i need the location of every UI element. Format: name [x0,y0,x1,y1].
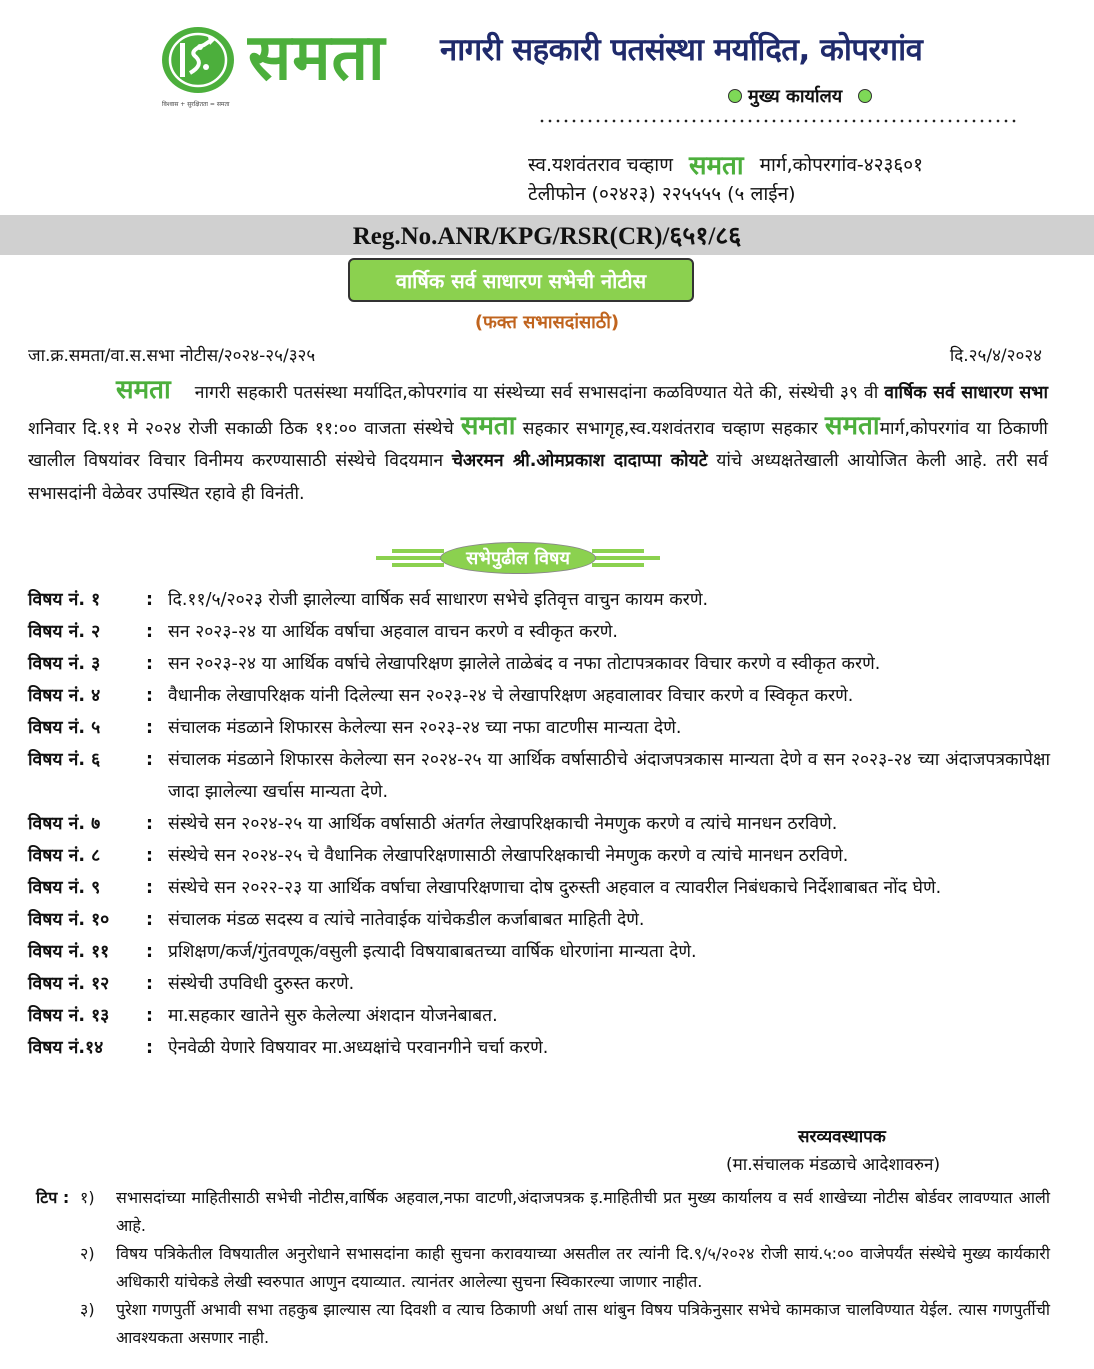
subject-label: विषय नं. ३ [28,654,101,674]
address-line [528,146,923,182]
subject-label: विषय नं. १ [28,590,101,610]
subject-item [28,680,1050,712]
dotted-divider [538,118,1020,124]
subject-text: संस्थेची उपविधी दुरुस्त करणे. [168,974,355,994]
logo-emblem-icon [160,25,236,95]
subject-label: विषय नं. ७ [28,814,101,834]
note-item [36,1296,1050,1352]
subject-label: विषय नं. १० [28,910,110,930]
subject-label: विषय नं. ५ [28,718,101,738]
subject-label: विषय नं. ११ [28,942,110,962]
notice-body [28,374,1048,510]
green-dot-icon [728,89,742,103]
subject-text: संस्थेचे सन २०२४-२५ या आर्थिक वर्षासाठी अंतर्गत लेखापरिक्षकाची नेमणुक करणे व त्यांचे मानधन ठरविणे. [168,814,838,834]
subject-colon: : [146,1038,153,1058]
subject-colon: : [146,686,153,706]
subject-colon: : [146,750,153,770]
subject-item [28,1000,1050,1032]
notice-date: दि.२५/४/२०२४ [949,346,1042,366]
subject-label: विषय नं. ६ [28,750,101,770]
subject-colon: : [146,590,153,610]
body-text-5: यांचे अध्यक्षतेखाली आयोजित केली आहे. तरी सर्व सभासदांनी वेळेवर उपस्थित रहावे ही विनंती. [28,451,1048,504]
note-number: ३) [80,1300,95,1319]
subject-text: संस्थेचे सन २०२४-२५ चे वैधानिक लेखापरिक्षणासाठी लेखापरिक्षकाची नेमणुक करणे व त्यांचे मानधन ठरविणे. [168,846,849,866]
subject-item [28,648,1050,680]
subject-colon: : [146,718,153,738]
subject-colon: : [146,1006,153,1026]
subject-item [28,936,1050,968]
subject-item [28,584,1050,616]
note-item [36,1184,1050,1240]
subject-item [28,616,1050,648]
subject-item [28,904,1050,936]
subject-item [28,872,1050,904]
subject-text: संचालक मंडळाने शिफारस केलेल्या सन २०२४-२५ या आर्थिक वर्षासाठीचे अंदाजपत्रकास मान्यता देणे व सन २०२३-२४ च्या अंदाजपत्रकापेक्षा जादा झालेल्या खर्चास मान्यता देणे. [168,750,1050,802]
note-text: सभासदांच्या माहितीसाठी सभेची नोटीस,वार्षिक अहवाल,नफा वाटणी,अंदाजपत्रक इ.माहितीची प्रत मुख्य कार्यालय व सर्व शाखेच्या नोटीस बोर्डवर लावण्यात आली आहे. [116,1188,1050,1235]
phone-line: टेलीफोन (०२४२३) २२५५५५ (५ लाईन) [528,183,796,205]
subject-label: विषय नं. १३ [28,1006,110,1026]
subject-item [28,1032,1050,1064]
address-brand: समता [688,151,744,181]
logo-emblem [160,25,236,95]
body-brand: समता [460,410,516,441]
subject-colon: : [146,974,153,994]
body-bold-meeting: वार्षिक सर्व साधारण सभा [884,383,1048,403]
organization-name: नागरी सहकारी पतसंस्था मर्यादित, कोपरगांव [440,32,923,68]
subject-label: विषय नं.१४ [28,1038,104,1058]
head-office-label [728,84,872,108]
registration-bar [0,215,1094,255]
notice-title-box [348,258,694,302]
subject-text: सन २०२३-२४ या आर्थिक वर्षाचे लेखापरिक्षण झालेले ताळेबंद व नफा तोटापत्रकावर विचार करणे व स्वीकृत करणे. [168,654,881,674]
subject-text: संस्थेचे सन २०२२-२३ या आर्थिक वर्षाचा लेखापरिक्षणाचा दोष दुरुस्ती अहवाल व त्यावरील निबंधकाचे निर्देशाबाबत नोंद घेणे. [168,878,942,898]
notes-section [36,1184,1050,1352]
subject-text: प्रशिक्षण/कर्ज/गुंतवणूक/वसुली इत्यादी विषयाबाबतच्या वार्षिक धोरणांना मान्यता देणे. [168,942,697,962]
body-text-1: नागरी सहकारी पतसंस्था मर्यादित,कोपरगांव या संस्थेच्या सर्व सभासदांना कळविण्यात येते की, संस्थेची ३९ वी [194,383,879,403]
subjects-heading-oval [440,542,596,574]
signatory-subtitle: (मा.संचालक मंडळाचे आदेशावरुन) [726,1155,941,1175]
address-suffix: मार्ग,कोपरगांव-४२३६०१ [759,154,924,176]
subject-label: विषय नं. २ [28,622,101,642]
reference-number: जा.क्र.समता/वा.स.सभा नोटीस/२०२४-२५/३२५ [28,346,316,366]
logo-wordmark: समता [248,20,386,95]
body-brand: समता [824,410,880,441]
subject-label: विषय नं. ९ [28,878,101,898]
green-dot-icon [858,89,872,103]
subject-text: संचालक मंडळाने शिफारस केलेल्या सन २०२३-२४ च्या नफा वाटणीस मान्यता देणे. [168,718,682,738]
body-text-3: सहकार सभागृह,स्व.यशवंतराव चव्हाण सहकार [522,418,818,439]
subject-item [28,744,1050,808]
note-number: २) [80,1244,95,1263]
subjects-heading: सभेपुढील विषय [466,548,570,569]
subject-colon: : [146,910,153,930]
note-number: १) [80,1188,95,1207]
body-text-2: शनिवार दि.११ मे २०२४ रोजी सकाळी ठिक ११:०० वाजता संस्थेचे [28,418,454,439]
subjects-heading-banner [368,542,668,574]
subject-colon: : [146,654,153,674]
subject-colon: : [146,942,153,962]
members-only-note: (फक्त सभासदांसाठी) [474,312,620,333]
subjects-list [28,584,1050,1064]
note-tag: टिप : [36,1188,70,1207]
body-brand: समता [116,375,171,405]
body-text-4: मार्ग,कोपरगांव या ठिकाणी खालील विषयांवर विचार विनीमय करण्यासाठी संस्थेचे विदयमान [28,418,1048,471]
subject-text: संचालक मंडळ सदस्य व त्यांचे नातेवाईक यांचेकडील कर्जाबाबत माहिती देणे. [168,910,645,930]
head-office-text: मुख्य कार्यालय [748,86,843,107]
logo-tagline: विश्वास + सुरक्षितता = समता [162,101,230,108]
subject-label: विषय नं. १२ [28,974,110,994]
subject-item [28,840,1050,872]
subject-item [28,808,1050,840]
note-item [36,1240,1050,1296]
subject-label: विषय नं. ४ [28,686,101,706]
subject-text: सन २०२३-२४ या आर्थिक वर्षाचा अहवाल वाचन करणे व स्वीकृत करणे. [168,622,618,642]
subject-colon: : [146,878,153,898]
registration-number: Reg.No.ANR/KPG/RSR(CR)/६५१/८६ [352,223,742,250]
subject-text: दि.११/५/२०२३ रोजी झालेल्या वार्षिक सर्व साधारण सभेचे इतिवृत्त वाचुन कायम करणे. [168,590,709,610]
subject-text: मा.सहकार खातेने सुरु केलेल्या अंशदान योजनेबाबत. [168,1006,498,1026]
subject-text: ऐनवेळी येणारे विषयावर मा.अध्यक्षांचे परवानगीने चर्चा करणे. [168,1038,549,1058]
subject-text: वैधानीक लेखापरिक्षक यांनी दिलेल्या सन २०२३-२४ चे लेखापरिक्षण अहवालावर विचार करणे व स्विकृत करणे. [168,686,854,706]
notice-title: वार्षिक सर्व साधारण सभेची नोटीस [395,268,647,293]
subject-item [28,968,1050,1000]
note-text: विषय पत्रिकेतील विषयातील अनुरोधाने सभासदांना काही सुचना करावयाच्या असतील तर त्यांनी दि.९/५/२०२४ रोजी सायं.५:०० वाजेपर्यंत संस्थेचे मुख्य कार्यकारी अधिकारी यांचेकडे लेखी स्वरुपात आणुन दयाव्यात. त्यानंतर आलेल्या सुचना स्विकारल्या जाणार नाहीत. [116,1244,1050,1291]
subject-colon: : [146,846,153,866]
subject-colon: : [146,622,153,642]
subject-label: विषय नं. ८ [28,846,101,866]
signatory-title: सरव्यवस्थापक [798,1127,886,1147]
address-prefix: स्व.यशवंतराव चव्हाण [528,154,673,176]
note-text: पुरेशा गणपुर्ती अभावी सभा तहकुब झाल्यास त्या दिवशी व त्याच ठिकाणी अर्धा तास थांबुन विषय पत्रिकेनुसार सभेचे कामकाज चालविण्यात येईल. त्यास गणपुर्तीची आवश्यकता असणार नाही. [116,1300,1050,1347]
subject-item [28,712,1050,744]
subject-colon: : [146,814,153,834]
body-bold-chairman: चेअरमन श्री.ओमप्रकाश दादाप्पा कोयटे [451,451,708,471]
